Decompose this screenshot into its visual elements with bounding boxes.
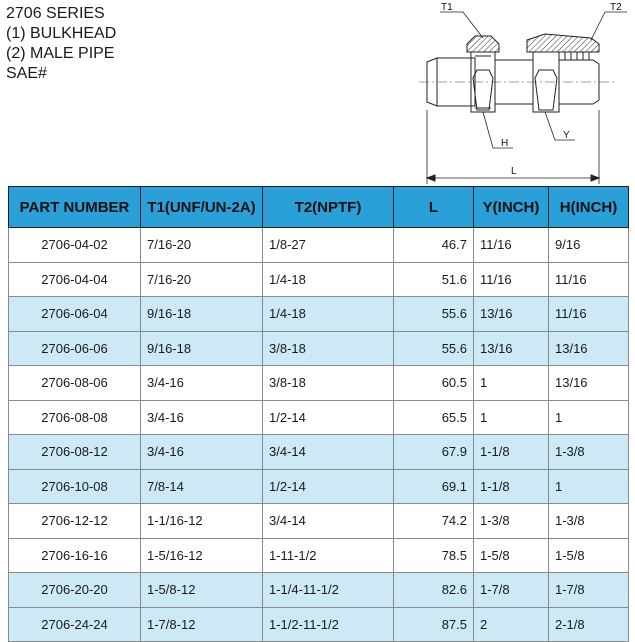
cell-l: 87.5 bbox=[394, 607, 474, 642]
cell-l: 82.6 bbox=[394, 573, 474, 608]
label-t2: T2 bbox=[610, 2, 622, 13]
table-row bbox=[9, 400, 629, 435]
table-row bbox=[9, 331, 629, 366]
cell-t1: 1-5/16-12 bbox=[141, 538, 263, 573]
cell-h: 13/16 bbox=[549, 331, 629, 366]
cell-part-number: 2706-12-12 bbox=[9, 504, 141, 539]
table-row bbox=[9, 297, 629, 332]
cell-part-number: 2706-24-24 bbox=[9, 607, 141, 642]
cell-l: 65.5 bbox=[394, 400, 474, 435]
cell-y: 11/16 bbox=[474, 262, 549, 297]
table-header-row bbox=[9, 187, 629, 228]
cell-y: 1-7/8 bbox=[474, 573, 549, 608]
col-part-number: PART NUMBER bbox=[9, 187, 141, 228]
cell-t1: 1-1/16-12 bbox=[141, 504, 263, 539]
cell-h: 1 bbox=[549, 469, 629, 504]
cell-y: 13/16 bbox=[474, 297, 549, 332]
cell-t2: 1-1/2-11-1/2 bbox=[263, 607, 394, 642]
table-row bbox=[9, 607, 629, 642]
cell-l: 69.1 bbox=[394, 469, 474, 504]
series-type-2: (2) MALE PIPE bbox=[6, 45, 115, 62]
table-row bbox=[9, 435, 629, 470]
table-row bbox=[9, 262, 629, 297]
col-t2: T2(NPTF) bbox=[263, 187, 394, 228]
cell-t1: 1-5/8-12 bbox=[141, 573, 263, 608]
table-row bbox=[9, 504, 629, 539]
cell-l: 60.5 bbox=[394, 366, 474, 401]
cell-t2: 3/8-18 bbox=[263, 331, 394, 366]
cell-h: 11/16 bbox=[549, 262, 629, 297]
cell-t2: 3/4-14 bbox=[263, 435, 394, 470]
cell-part-number: 2706-10-08 bbox=[9, 469, 141, 504]
col-y: Y(INCH) bbox=[474, 187, 549, 228]
col-t1: T1(UNF/UN-2A) bbox=[141, 187, 263, 228]
table-row bbox=[9, 573, 629, 608]
cell-part-number: 2706-06-06 bbox=[9, 331, 141, 366]
cell-l: 55.6 bbox=[394, 297, 474, 332]
cell-t1: 9/16-18 bbox=[141, 297, 263, 332]
cell-h: 11/16 bbox=[549, 297, 629, 332]
table-row bbox=[9, 538, 629, 573]
label-l: L bbox=[511, 166, 517, 177]
cell-t2: 1-11-1/2 bbox=[263, 538, 394, 573]
cell-part-number: 2706-04-02 bbox=[9, 228, 141, 263]
cell-y: 13/16 bbox=[474, 331, 549, 366]
cell-part-number: 2706-20-20 bbox=[9, 573, 141, 608]
cell-h: 2-1/8 bbox=[549, 607, 629, 642]
cell-t1: 9/16-18 bbox=[141, 331, 263, 366]
cell-t1: 3/4-16 bbox=[141, 400, 263, 435]
cell-t1: 1-7/8-12 bbox=[141, 607, 263, 642]
cell-l: 78.5 bbox=[394, 538, 474, 573]
spec-table bbox=[8, 186, 629, 642]
cell-l: 74.2 bbox=[394, 504, 474, 539]
cell-t2: 1/2-14 bbox=[263, 400, 394, 435]
table-row bbox=[9, 366, 629, 401]
cell-h: 1-3/8 bbox=[549, 504, 629, 539]
cell-l: 67.9 bbox=[394, 435, 474, 470]
cell-t2: 1/4-18 bbox=[263, 297, 394, 332]
cell-t1: 3/4-16 bbox=[141, 366, 263, 401]
label-y: Y bbox=[563, 130, 570, 141]
cell-t2: 1/2-14 bbox=[263, 469, 394, 504]
table-row bbox=[9, 469, 629, 504]
cell-y: 1-1/8 bbox=[474, 469, 549, 504]
cell-part-number: 2706-04-04 bbox=[9, 262, 141, 297]
cell-t1: 7/16-20 bbox=[141, 228, 263, 263]
cell-t1: 7/16-20 bbox=[141, 262, 263, 297]
label-t1: T1 bbox=[441, 2, 453, 13]
cell-l: 55.6 bbox=[394, 331, 474, 366]
cell-part-number: 2706-08-08 bbox=[9, 400, 141, 435]
series-type-1: (1) BULKHEAD bbox=[6, 25, 117, 42]
series-standard: SAE# bbox=[6, 65, 47, 82]
cell-t2: 3/4-14 bbox=[263, 504, 394, 539]
cell-part-number: 2706-06-04 bbox=[9, 297, 141, 332]
cell-t2: 1/4-18 bbox=[263, 262, 394, 297]
cell-t2: 1/8-27 bbox=[263, 228, 394, 263]
cell-t2: 1-1/4-11-1/2 bbox=[263, 573, 394, 608]
table-row bbox=[9, 228, 629, 263]
cell-t1: 3/4-16 bbox=[141, 435, 263, 470]
cell-part-number: 2706-08-06 bbox=[9, 366, 141, 401]
cell-h: 1-7/8 bbox=[549, 573, 629, 608]
cell-y: 1-1/8 bbox=[474, 435, 549, 470]
cell-h: 1-3/8 bbox=[549, 435, 629, 470]
cell-h: 9/16 bbox=[549, 228, 629, 263]
cell-h: 1 bbox=[549, 400, 629, 435]
cell-l: 46.7 bbox=[394, 228, 474, 263]
cell-t2: 3/8-18 bbox=[263, 366, 394, 401]
cell-t1: 7/8-14 bbox=[141, 469, 263, 504]
cell-y: 1-3/8 bbox=[474, 504, 549, 539]
fitting-drawing bbox=[405, 0, 630, 186]
cell-y: 2 bbox=[474, 607, 549, 642]
cell-h: 13/16 bbox=[549, 366, 629, 401]
series-title: 2706 SERIES bbox=[6, 5, 105, 22]
cell-h: 1-5/8 bbox=[549, 538, 629, 573]
cell-l: 51.6 bbox=[394, 262, 474, 297]
cell-y: 1 bbox=[474, 400, 549, 435]
cell-y: 1 bbox=[474, 366, 549, 401]
col-h: H(INCH) bbox=[549, 187, 629, 228]
label-h: H bbox=[501, 138, 509, 149]
col-l: L bbox=[394, 187, 474, 228]
series-header bbox=[6, 4, 116, 84]
cell-y: 1-5/8 bbox=[474, 538, 549, 573]
cell-y: 11/16 bbox=[474, 228, 549, 263]
cell-part-number: 2706-16-16 bbox=[9, 538, 141, 573]
cell-part-number: 2706-08-12 bbox=[9, 435, 141, 470]
